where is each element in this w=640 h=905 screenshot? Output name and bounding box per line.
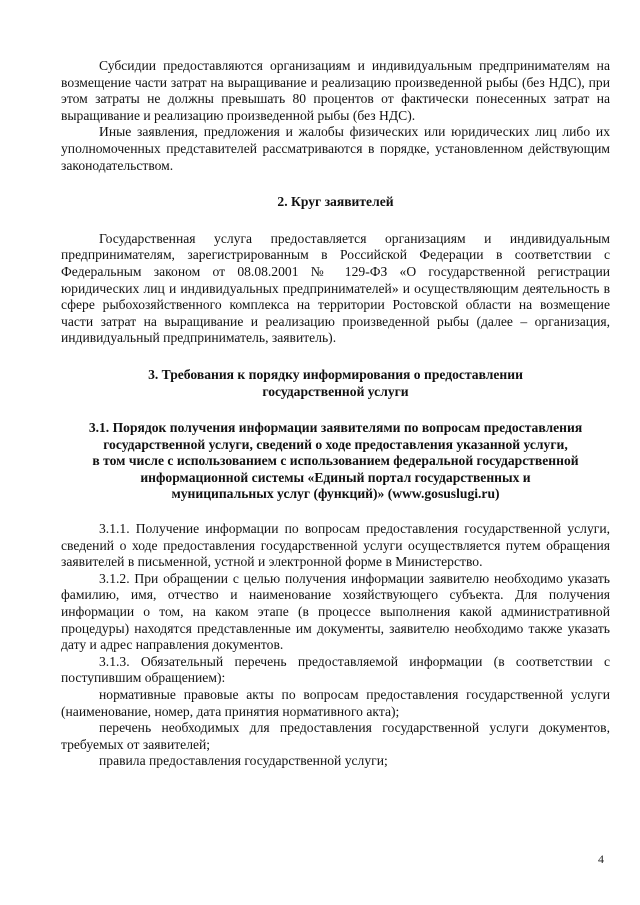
section-3-1-heading-line: муниципальных услуг (функций)» (www.gosuslugi.ru) bbox=[171, 486, 500, 502]
page-number: 4 bbox=[598, 852, 604, 866]
section-3-1-heading bbox=[61, 420, 610, 503]
list-item-rules: правила предоставления государственной услуги; bbox=[99, 753, 388, 769]
section-3-heading-line: государственной услуги bbox=[262, 383, 409, 399]
paragraph-applicants: Государственная услуга предоставляется организациям и индивидуальным предпринимателям, зарегистрированным в Российской Федерации в соответствии с Федеральным законом от 08.08.2001 № 129-ФЗ «О государственной регистрации юридических лиц и индивидуальных предпринимателей» и осуществляющим деятельность в сфере рыбохозяйственного комплекса на территории Ростовской области на возмещение части затрат на выращивание и реализацию произведенной рыбы (далее – организация, индивидуальный предприниматель, заявитель). bbox=[61, 230, 610, 346]
paragraph-other-applications: Иные заявления, предложения и жалобы физических или юридических лиц либо их уполномоченных представителей рассматриваются в порядке, установленном действующим законодательством. bbox=[61, 124, 610, 173]
paragraph-3-1-1: 3.1.1. Получение информации по вопросам предоставления государственной услуги, сведений о ходе предоставления государственной услуги осуществляется путем обращения заявителей в письменной, устной и электронной форме в Министерство. bbox=[61, 521, 610, 570]
section-3-heading bbox=[61, 367, 610, 400]
paragraph-subsidies: Субсидии предоставляются организациям и индивидуальным предпринимателям на возмещение части затрат на выращивание и реализацию произведенной рыбы (без НДС), при этом затраты не должны превышать 80 процентов от фактически понесенных затрат на выращивание и реализацию произведенной рыбы (без НДС). bbox=[61, 58, 610, 123]
list-item-legal-acts: нормативные правовые акты по вопросам предоставления государственной услуги (наименование, номер, дата принятия нормативного акта); bbox=[61, 687, 610, 719]
paragraph-3-1-3: 3.1.3. Обязательный перечень предоставляемой информации (в соответствии с поступившим обращением): bbox=[61, 653, 610, 686]
section-3-heading-line: 3. Требования к порядку информирования о предоставлении bbox=[148, 366, 523, 382]
section-3-1-heading-line: государственной услуги, сведений о ходе предоставления указанной услуги, bbox=[103, 436, 568, 452]
section-3-1-heading-line: 3.1. Порядок получения информации заявителями по вопросам предоставления bbox=[88, 420, 583, 436]
paragraph-3-1-2: 3.1.2. При обращении с целью получения информации заявителю необходимо указать фамилию, имя, отчество и наименование хозяйствующего субъекта. Для получения информации о том, на каком этапе (в процессе выполнения какой административной процедуры) находятся представленные им документы, заявителю необходимо также указать дату и адрес направления документов. bbox=[61, 570, 610, 653]
section-3-1-heading-line: информационной системы «Единый портал государственных и bbox=[140, 469, 531, 485]
section-2-heading: 2. Круг заявителей bbox=[277, 194, 394, 210]
section-3-1-heading-line: в том числе с использованием с использованием федеральной государственной bbox=[92, 453, 579, 469]
list-item-documents: перечень необходимых для предоставления государственной услуги документов, требуемых от заявителей; bbox=[61, 720, 610, 752]
document-page bbox=[61, 58, 610, 770]
